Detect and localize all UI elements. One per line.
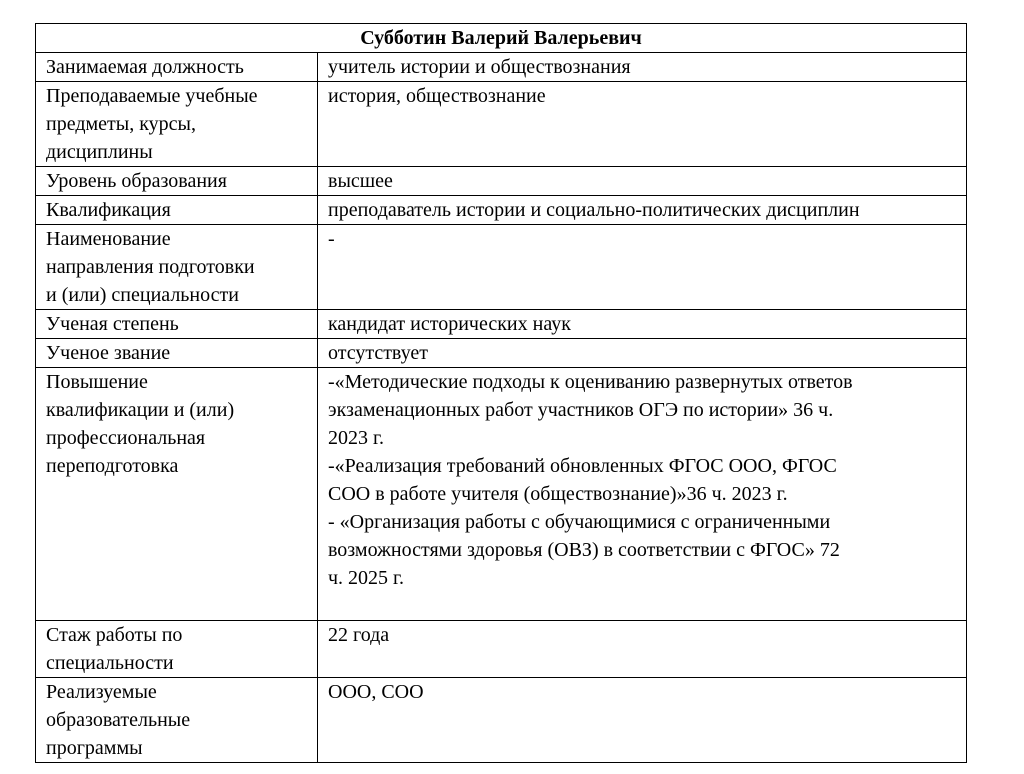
row-value-line: СОО в работе учителя (обществознание)»36 ч. 2023 г. [328, 483, 788, 505]
row-label-line: Повышение [46, 371, 148, 393]
row-value [318, 339, 967, 368]
table-row [36, 82, 967, 167]
row-label-line: Ученая степень [46, 313, 179, 335]
row-label [36, 196, 318, 225]
row-label-line: специальности [46, 652, 174, 674]
row-value-line: - [328, 228, 335, 250]
table-row [36, 368, 967, 621]
table-row [36, 53, 967, 82]
row-value-line: -«Методические подходы к оцениванию развернутых ответов [328, 371, 853, 393]
row-value [318, 53, 967, 82]
row-value-line: возможностями здоровья (ОВЗ) в соответствии с ФГОС» 72 [328, 539, 840, 561]
row-label [36, 53, 318, 82]
table-row [36, 339, 967, 368]
row-value-line: ООО, СОО [328, 681, 424, 703]
row-value [318, 621, 967, 678]
row-value-line: высшее [328, 170, 393, 192]
row-label [36, 167, 318, 196]
row-value [318, 225, 967, 310]
row-value-line: преподаватель истории и социально-политических дисциплин [328, 199, 860, 221]
table-row [36, 196, 967, 225]
row-value-line: учитель истории и обществознания [328, 56, 631, 78]
row-value [318, 678, 967, 763]
row-label [36, 310, 318, 339]
row-value-line: отсутствует [328, 342, 429, 364]
row-label-line: и (или) специальности [46, 284, 239, 306]
row-value [318, 196, 967, 225]
row-label-line: переподготовка [46, 455, 179, 477]
row-label [36, 368, 318, 621]
row-label-line: предметы, курсы, [46, 113, 196, 135]
teacher-name-title: Субботин Валерий Валерьевич [36, 24, 967, 53]
row-value [318, 82, 967, 167]
row-value-line: ч. 2025 г. [328, 567, 405, 589]
table-row [36, 621, 967, 678]
row-label-line: направления подготовки [46, 256, 255, 278]
table-row [36, 678, 967, 763]
row-value-line: экзаменационных работ участников ОГЭ по истории» 36 ч. [328, 399, 834, 421]
row-label-line: Реализуемые [46, 681, 157, 703]
row-label-line: программы [46, 737, 143, 759]
row-label-line: Квалификация [46, 199, 171, 221]
row-label [36, 82, 318, 167]
table-row [36, 167, 967, 196]
teacher-info-table [35, 23, 967, 763]
table-header-row [36, 24, 967, 53]
row-label-line: квалификации и (или) [46, 399, 235, 421]
table-row [36, 310, 967, 339]
row-value [318, 167, 967, 196]
row-value [318, 368, 967, 621]
row-label-line: дисциплины [46, 141, 153, 163]
row-label-line: образовательные [46, 709, 191, 731]
row-label [36, 339, 318, 368]
row-label-line: профессиональная [46, 427, 206, 449]
row-value-line: 22 года [328, 624, 390, 646]
row-value-line: - «Организация работы с обучающимися с ограниченными [328, 511, 831, 533]
row-label [36, 225, 318, 310]
row-label-line: Преподаваемые учебные [46, 85, 258, 107]
row-label-line: Уровень образования [46, 170, 227, 192]
row-value-line: -«Реализация требований обновленных ФГОС ООО, ФГОС [328, 455, 837, 477]
table-row [36, 225, 967, 310]
table-body [36, 53, 967, 763]
row-value-line: кандидат исторических наук [328, 313, 571, 335]
row-label-line: Занимаемая должность [46, 56, 244, 78]
row-value [318, 310, 967, 339]
row-label-line: Наименование [46, 228, 171, 250]
row-value-line: история, обществознание [328, 85, 546, 107]
row-label-line: Ученое звание [46, 342, 171, 364]
row-value-line: 2023 г. [328, 427, 384, 449]
row-label [36, 621, 318, 678]
row-label [36, 678, 318, 763]
row-label-line: Стаж работы по [46, 624, 183, 646]
